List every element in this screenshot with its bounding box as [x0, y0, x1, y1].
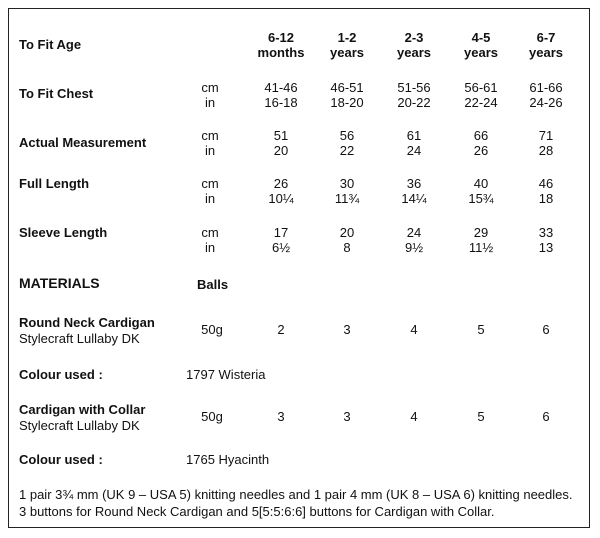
round-neck-balls-5: 6 [542, 322, 550, 337]
round-neck-balls-4: 5 [477, 322, 485, 337]
cardigan-with-collar-name: Cardigan with Collar [19, 402, 146, 417]
round-neck-balls-1: 2 [277, 322, 285, 337]
age-column-5-top: 6-7 [536, 30, 556, 45]
cardigan-with-collar-yarn: Stylecraft Lullaby DK [19, 418, 140, 433]
age-column-3 [397, 30, 431, 60]
needles-and-buttons-note: 1 pair 3¾ mm (UK 9 – USA 5) knitting needles and 1 pair 4 mm (UK 8 – USA 6) knitting needles. 3 buttons for Round Neck Cardigan and 5[5:5:6:6] buttons for Cardigan with Collar. [19, 487, 573, 519]
chest-value-5 [529, 80, 562, 110]
pattern-table-frame [8, 8, 590, 528]
collar-balls-2: 3 [343, 409, 351, 424]
round-neck-cardigan-yarn: Stylecraft Lullaby DK [19, 331, 140, 346]
sleeve-length-label: Sleeve Length [19, 225, 108, 240]
actual-value-3 [407, 128, 421, 158]
round-neck-cardigan-name: Round Neck Cardigan [19, 315, 155, 330]
value-in: 6½ [271, 240, 291, 255]
sleeve-length-value-5 [539, 225, 553, 255]
value-cm: 41-46 [264, 80, 298, 95]
collar-balls-3: 4 [410, 409, 418, 424]
full-length-units [201, 176, 218, 206]
sleeve-length-value-4 [469, 225, 493, 255]
chest-value-4 [464, 80, 497, 110]
value-in: 11½ [468, 240, 494, 255]
age-column-1-bottom: months [257, 45, 305, 60]
chest-value-3 [397, 80, 430, 110]
value-in: 9½ [404, 240, 424, 255]
value-cm: 40 [473, 176, 489, 191]
value-cm: 51-56 [397, 80, 431, 95]
colour-used-label-2: Colour used : [19, 452, 103, 467]
full-length-value-2 [335, 176, 359, 206]
value-in: 22-24 [464, 95, 498, 110]
unit-in: in [204, 95, 216, 110]
colour-used-label-1: Colour used : [19, 367, 103, 382]
age-column-3-bottom: years [397, 45, 431, 60]
colour-used-value-1: 1797 Wisteria [186, 367, 266, 382]
collar-balls-1: 3 [277, 409, 285, 424]
value-cm: 71 [538, 128, 554, 143]
value-cm: 51 [273, 128, 289, 143]
age-column-4-top: 4-5 [471, 30, 491, 45]
unit-in: in [204, 191, 216, 206]
value-cm: 33 [538, 225, 554, 240]
chest-value-1 [264, 80, 297, 110]
chest-units [201, 80, 218, 110]
sleeve-length-value-2 [340, 225, 354, 255]
value-cm: 24 [406, 225, 422, 240]
value-cm: 61 [406, 128, 422, 143]
unit-cm: cm [201, 128, 219, 143]
to-fit-age-label: To Fit Age [19, 37, 82, 52]
age-column-2-bottom: years [330, 45, 364, 60]
value-in: 18 [538, 191, 554, 206]
age-column-2-top: 1-2 [337, 30, 357, 45]
age-column-5 [529, 30, 563, 60]
value-cm: 20 [339, 225, 355, 240]
value-in: 8 [343, 240, 351, 255]
actual-value-4 [474, 128, 488, 158]
value-in: 11¾ [334, 191, 360, 206]
value-in: 15¾ [468, 191, 494, 206]
value-in: 26 [473, 143, 489, 158]
age-column-1-top: 6-12 [267, 30, 295, 45]
value-in: 16-18 [264, 95, 298, 110]
full-length-value-4 [468, 176, 493, 206]
value-in: 10¼ [268, 191, 294, 206]
full-length-value-1 [268, 176, 293, 206]
actual-value-1 [274, 128, 288, 158]
value-in: 28 [538, 143, 554, 158]
sleeve-length-value-3 [405, 225, 423, 255]
chest-value-2 [330, 80, 363, 110]
value-cm: 56 [339, 128, 355, 143]
age-column-2 [330, 30, 364, 60]
unit-in: in [204, 240, 216, 255]
value-cm: 46-51 [330, 80, 364, 95]
actual-value-2 [340, 128, 354, 158]
unit-cm: cm [201, 225, 219, 240]
actual-units [201, 128, 218, 158]
age-column-1 [258, 30, 305, 60]
full-length-value-3 [401, 176, 426, 206]
value-cm: 29 [473, 225, 489, 240]
value-in: 22 [339, 143, 355, 158]
unit-in: in [204, 143, 216, 158]
age-column-3-top: 2-3 [404, 30, 424, 45]
full-length-value-5 [539, 176, 553, 206]
value-in: 20-22 [397, 95, 431, 110]
age-column-5-bottom: years [529, 45, 563, 60]
value-cm: 17 [273, 225, 289, 240]
value-cm: 30 [339, 176, 355, 191]
sleeve-length-units [201, 225, 218, 255]
collar-balls-4: 5 [477, 409, 485, 424]
unit-cm: cm [201, 80, 219, 95]
colour-used-value-2: 1765 Hyacinth [186, 452, 270, 467]
value-in: 24-26 [529, 95, 563, 110]
value-in: 13 [538, 240, 554, 255]
age-column-4 [464, 30, 498, 60]
collar-balls-5: 6 [542, 409, 550, 424]
value-cm: 66 [473, 128, 489, 143]
actual-measurement-label: Actual Measurement [19, 135, 147, 150]
cardigan-with-collar-weight: 50g [201, 409, 223, 424]
to-fit-chest-label: To Fit Chest [19, 86, 94, 101]
materials-heading: MATERIALS [19, 275, 100, 291]
round-neck-balls-2: 3 [343, 322, 351, 337]
value-in: 18-20 [330, 95, 364, 110]
value-cm: 36 [406, 176, 422, 191]
value-cm: 46 [538, 176, 554, 191]
value-cm: 56-61 [464, 80, 498, 95]
value-cm: 26 [273, 176, 289, 191]
age-column-4-bottom: years [464, 45, 498, 60]
value-cm: 61-66 [529, 80, 563, 95]
round-neck-balls-3: 4 [410, 322, 418, 337]
actual-value-5 [539, 128, 553, 158]
unit-cm: cm [201, 176, 219, 191]
value-in: 14¼ [401, 191, 427, 206]
round-neck-cardigan-weight: 50g [201, 322, 223, 337]
value-in: 20 [273, 143, 289, 158]
value-in: 24 [406, 143, 422, 158]
sleeve-length-value-1 [272, 225, 290, 255]
full-length-label: Full Length [19, 176, 90, 191]
balls-label: Balls [197, 277, 229, 292]
